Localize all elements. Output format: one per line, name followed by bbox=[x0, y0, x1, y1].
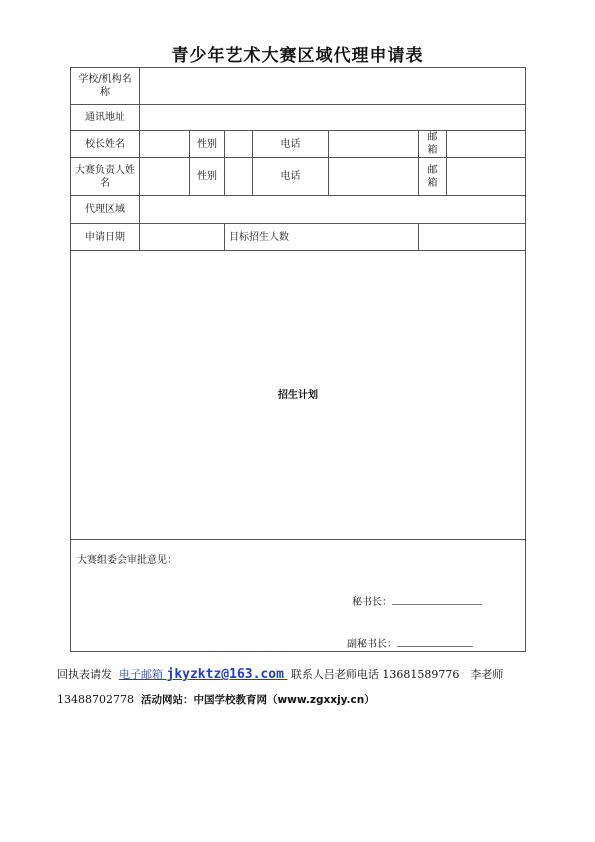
enrollment-plan-area[interactable] bbox=[71, 251, 526, 540]
apply-date-label: 申请日期 bbox=[71, 224, 140, 251]
page-title: 青少年艺术大赛区域代理申请表 bbox=[171, 46, 424, 66]
principal-email-label: 邮箱 bbox=[419, 131, 447, 158]
principal-gender-field[interactable] bbox=[225, 131, 253, 158]
contest-lead-gender-label: 性别 bbox=[190, 158, 225, 196]
target-enrollment-label: 目标招生人数 bbox=[225, 224, 419, 251]
address-label: 通讯地址 bbox=[71, 105, 140, 131]
deputy-secretary-label: 副秘书长： bbox=[347, 639, 397, 650]
org-name-field[interactable] bbox=[140, 68, 526, 105]
contest-lead-gender-field[interactable] bbox=[225, 158, 253, 196]
footer-phone2: 13488702778 bbox=[57, 693, 134, 706]
contest-lead-email-field[interactable] bbox=[447, 158, 526, 196]
deputy-secretary-signature bbox=[347, 637, 473, 651]
org-name-label: 学校/机构名称 bbox=[71, 68, 140, 105]
agency-region-field[interactable] bbox=[140, 196, 526, 224]
contest-lead-name-label: 大赛负责人姓 名 bbox=[71, 158, 140, 196]
deputy-secretary-signature-line[interactable] bbox=[397, 637, 473, 647]
principal-email-field[interactable] bbox=[447, 131, 526, 158]
agency-region-label: 代理区域 bbox=[71, 196, 140, 224]
email-label-link[interactable]: 电子邮箱 jkyzktz@163.com bbox=[119, 667, 284, 682]
footer-prefix: 回执表请发 bbox=[57, 668, 112, 681]
address-field[interactable] bbox=[140, 105, 526, 131]
secretary-signature-line[interactable] bbox=[392, 595, 482, 605]
approval-area[interactable] bbox=[71, 540, 526, 652]
principal-name-field[interactable] bbox=[140, 131, 190, 158]
principal-phone-label: 电话 bbox=[253, 131, 329, 158]
enrollment-plan-heading: 招生计划 bbox=[278, 389, 318, 401]
contest-lead-name-field[interactable] bbox=[140, 158, 190, 196]
footer-contact: 联系人吕老师电话 13681589776 李老师 bbox=[290, 668, 504, 681]
secretary-label: 秘书长： bbox=[352, 597, 392, 608]
contest-lead-email-label: 邮箱 bbox=[419, 158, 447, 196]
footer-website[interactable]: 活动网站：中国学校教育网（www.zgxxjy.cn） bbox=[140, 694, 375, 706]
footer-line-2 bbox=[57, 692, 375, 707]
principal-gender-label: 性别 bbox=[190, 131, 225, 158]
principal-name-label: 校长姓名 bbox=[71, 131, 140, 158]
apply-date-field[interactable] bbox=[140, 224, 225, 251]
contest-lead-phone-field[interactable] bbox=[329, 158, 419, 196]
footer-line-1 bbox=[57, 666, 503, 682]
principal-phone-field[interactable] bbox=[329, 131, 419, 158]
contest-lead-phone-label: 电话 bbox=[253, 158, 329, 196]
application-form-table bbox=[70, 67, 526, 652]
secretary-signature bbox=[352, 595, 482, 609]
email-link[interactable]: jkyzktz@163.com bbox=[166, 667, 284, 682]
target-enrollment-field[interactable] bbox=[419, 224, 526, 251]
approval-label: 大赛组委会审批意见： bbox=[77, 555, 177, 566]
